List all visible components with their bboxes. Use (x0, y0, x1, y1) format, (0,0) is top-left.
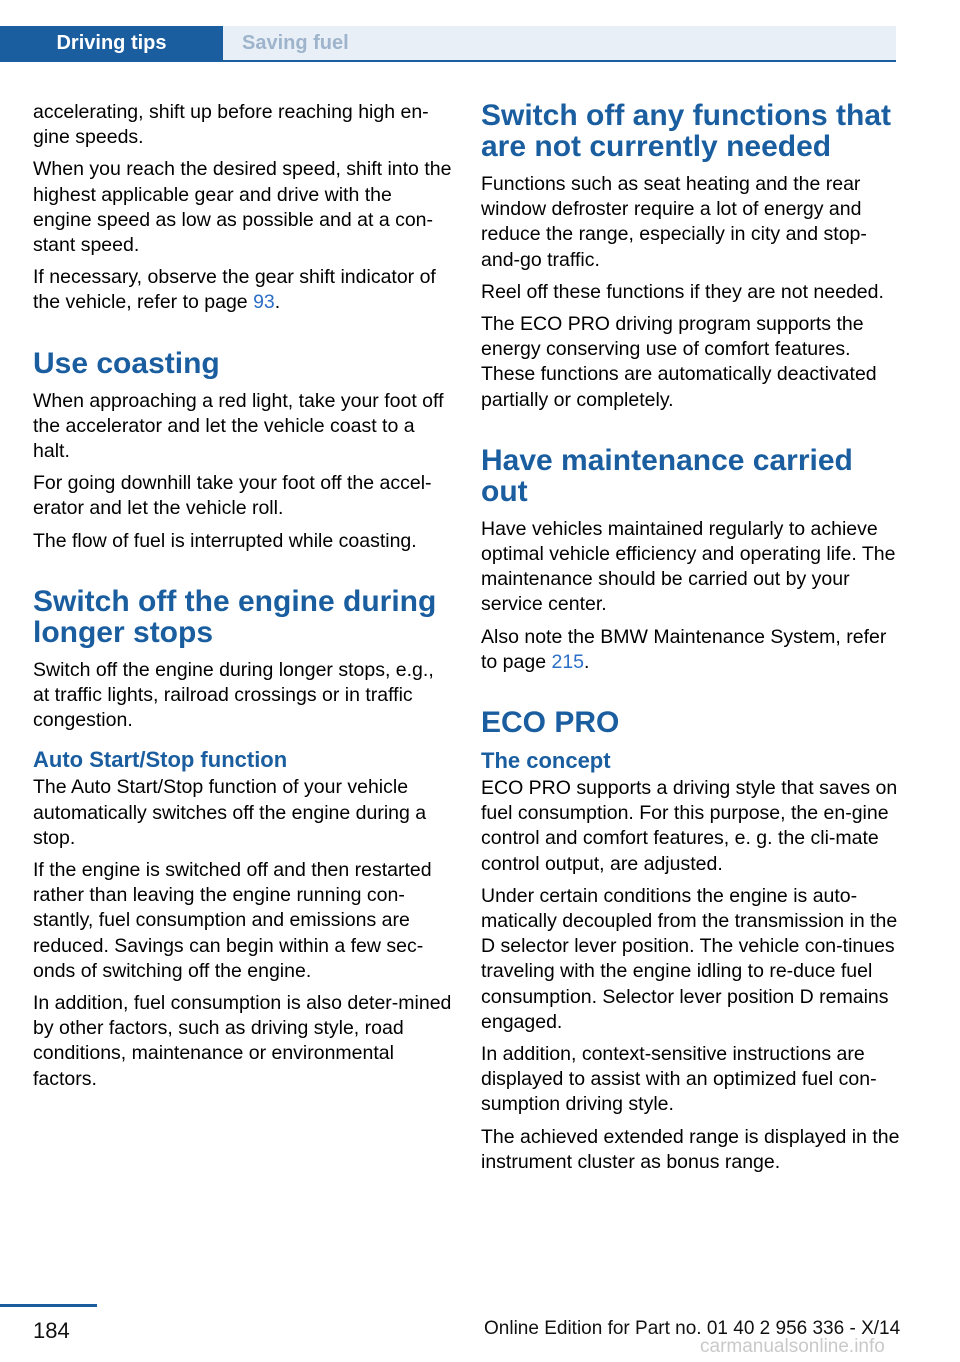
heading-switch-off-engine: Switch off the engine during longer stops (33, 584, 437, 649)
paragraph-text: Also note the BMW Maintenance System, refer to page (481, 625, 887, 673)
heading-use-coasting: Use coasting (33, 346, 220, 380)
paragraph: In addition, fuel consumption is also deter‐mined by other factors, such as driving style, road conditions, maintenance or environmental factors. (33, 992, 452, 1090)
paragraph: Reel off these functions if they are not needed. (481, 280, 884, 303)
section-tab: Saving fuel (223, 26, 896, 60)
paragraph: Have vehicles maintained regularly to achieve optimal vehicle efficiency and operating life. The maintenance should be carried out by your service center. (481, 517, 896, 616)
footer-rule (0, 1304, 97, 1307)
paragraph: For going downhill take your foot off the accel‐erator and let the vehicle roll. (33, 472, 432, 520)
page-link-93[interactable]: 93 (253, 291, 275, 314)
paragraph: When approaching a red light, take your foot off the accelerator and let the vehicle coast to a halt. (33, 389, 444, 463)
page-link-215[interactable]: 215 (551, 650, 585, 673)
heading-auto-start-stop: Auto Start/Stop function (33, 747, 288, 773)
right-column (481, 100, 901, 1182)
header-rule (0, 60, 896, 62)
paragraph: When you reach the desired speed, shift into the highest applicable gear and drive with the engine speed as low as possible and at a con‐stant speed. (33, 158, 452, 257)
page-header (0, 26, 896, 60)
heading-switch-off-functions: Switch off any functions that are not currently needed (481, 99, 891, 163)
paragraph (481, 625, 901, 675)
paragraph-text: . (274, 291, 281, 314)
page-number: 184 (33, 1318, 70, 1343)
left-column (33, 100, 453, 1099)
paragraph: Switch off the engine during longer stops, e.g., at traffic lights, railroad crossings or in traffic congestion. (33, 658, 434, 732)
paragraph (33, 265, 453, 315)
watermark: carmanualsonline.info (700, 1336, 885, 1357)
paragraph: Under certain conditions the engine is auto‐matically decoupled from the transmission in the D selector lever position. The vehicle con‐tinues traveling with the engine idling to re‐duce fuel consumption. Selector lever position D remains engaged. (481, 884, 898, 1033)
edition-note: Online Edition for Part no. 01 40 2 956 336 - X/14 (484, 1318, 901, 1339)
paragraph: The Auto Start/Stop function of your vehicle automatically switches off the engine during a stop. (33, 776, 427, 849)
heading-maintenance: Have maintenance carried out (481, 443, 853, 508)
paragraph: The achieved extended range is displayed in the instrument cluster as bonus range. (481, 1125, 900, 1173)
paragraph: If the engine is switched off and then restarted rather than leaving the engine running con‐stantly, fuel consumption and emissions are reduced. Savings can begin within a few sec‐onds of switching off the engine. (33, 859, 432, 982)
paragraph: ECO PRO supports a driving style that saves on fuel consumption. For this purpose, the en‐gine control and comfort features, e. g. the cli‐mate control output, are adjusted. (481, 777, 898, 875)
paragraph: Functions such as seat heating and the rear window defroster require a lot of energy and reduce the range, especially in city and stop-and-go traffic. (481, 173, 867, 271)
paragraph-text: If necessary, observe the gear shift indicator of the vehicle, refer to page (33, 266, 436, 314)
chapter-tab: Driving tips (0, 26, 223, 60)
paragraph-text: . (584, 650, 590, 673)
paragraph: accelerating, shift up before reaching high en‐gine speeds. (33, 101, 429, 149)
heading-eco-pro: ECO PRO (481, 706, 620, 740)
heading-the-concept: The concept (481, 748, 611, 774)
paragraph: The flow of fuel is interrupted while coasting. (33, 529, 417, 552)
paragraph: In addition, context-sensitive instructions are displayed to assist with an optimized fuel con‐sumption driving style. (481, 1043, 877, 1116)
paragraph: The ECO PRO driving program supports the energy conserving use of comfort features. These functions are automatically deactivated partially or completely. (481, 313, 877, 411)
